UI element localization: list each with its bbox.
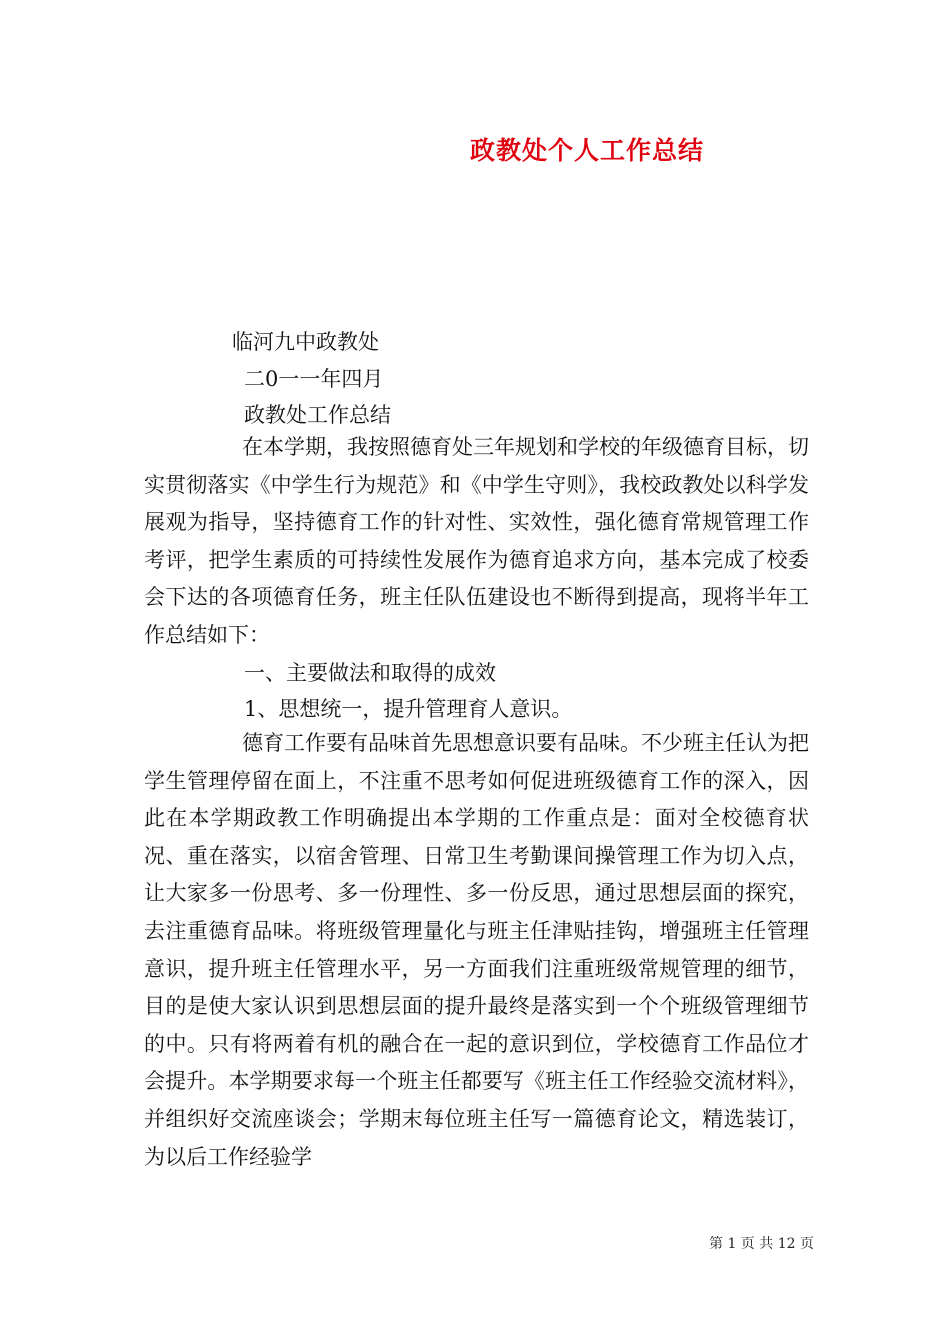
intro-paragraph: 在本学期，我按照德育处三年规划和学校的年级德育目标，切实贯彻落实《中学生行为规范》和《中学生守则》，我校政教处以科学发展观为指导，坚持德育工作的针对性、实效性，强化德育常规管理工作考评，把学生素质的可持续性发展作为德育追求方向，基本完成了校委会下达的各项德育任务，班主任队伍建设也不断得到提高，现将半年工作总结如下： <box>144 435 809 647</box>
date-line: 二0一一年四月 <box>244 367 384 391</box>
section-heading: 一、主要做法和取得的成效 <box>244 661 496 685</box>
body-paragraph: 德育工作要有品味首先思想意识要有品味。不少班主任认为把学生管理停留在面上，不注重不思考如何促进班级德育工作的深入，因此在本学期政教工作明确提出本学期的工作重点是：面对全校德育状况、重在落实，以宿舍管理、日常卫生考勤课间操管理工作为切入点，让大家多一份思考、多一份理性、多一份反思，通过思想层面的探究，去注重德育品味。将班级管理量化与班主任津贴挂钩，增强班主任管理意识，提升班主任管理水平，另一方面我们注重班级常规管理的细节，目的是使大家认识到思想层面的提升最终是落实到一个个班级管理细节的中。只有将两着有机的融合在一起的意识到位，学校德育工作品位才会提升。本学期要求每一个班主任都要写《班主任工作经验交流材料》，并组织好交流座谈会；学期末每位班主任写一篇德育论文，精选装订，为以后工作经验学 <box>144 731 809 1169</box>
subsection-heading: 1、思想统一，提升管理育人意识。 <box>244 697 573 721</box>
page-number-footer: 第 1 页 共 12 页 <box>709 1236 814 1252</box>
document-title: 政教处个人工作总结 <box>470 136 705 165</box>
subtitle-line: 政教处工作总结 <box>244 403 391 427</box>
author-line: 临河九中政教处 <box>232 330 379 354</box>
